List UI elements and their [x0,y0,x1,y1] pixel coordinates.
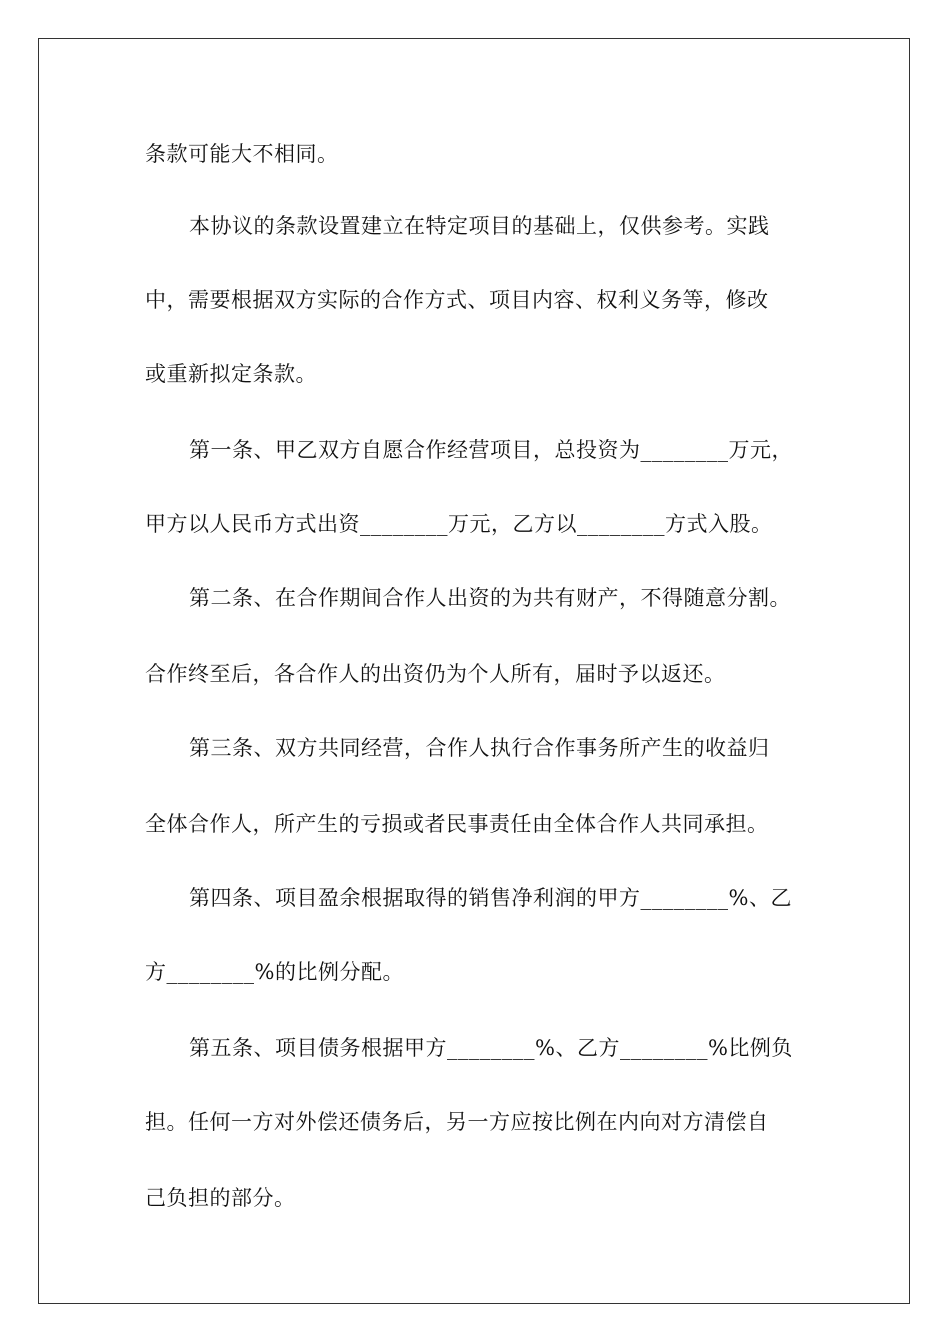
text-line: 方________%的比例分配。 [145,960,404,984]
text-line: 己负担的部分。 [145,1186,296,1210]
article-5: 第五条、项目债务根据甲方________%、乙方________%比例负 [189,1036,793,1060]
article-4: 第四条、项目盈余根据取得的销售净利润的甲方________%、乙 [189,886,792,910]
article-3: 第三条、双方共同经营，合作人执行合作事务所产生的收益归 [189,736,770,760]
article-2: 第二条、在合作期间合作人出资的为共有财产，不得随意分割。 [189,586,791,610]
text-line: 或重新拟定条款。 [145,362,317,386]
article-1: 第一条、甲乙双方自愿合作经营项目，总投资为________万元， [189,438,793,462]
text-line: 中，需要根据双方实际的合作方式、项目内容、权利义务等，修改 [145,288,769,312]
text-line: 全体合作人，所产生的亏损或者民事责任由全体合作人共同承担。 [145,812,769,836]
text-line: 担。任何一方对外偿还债务后，另一方应按比例在内向对方清偿自 [145,1110,769,1134]
text-line: 合作终至后，各合作人的出资仍为个人所有，届时予以返还。 [145,662,726,686]
paragraph-start: 本协议的条款设置建立在特定项目的基础上，仅供参考。实践 [189,214,770,238]
text-line: 条款可能大不相同。 [145,142,339,166]
text-line: 甲方以人民币方式出资________万元，乙方以________方式入股。 [145,512,773,536]
